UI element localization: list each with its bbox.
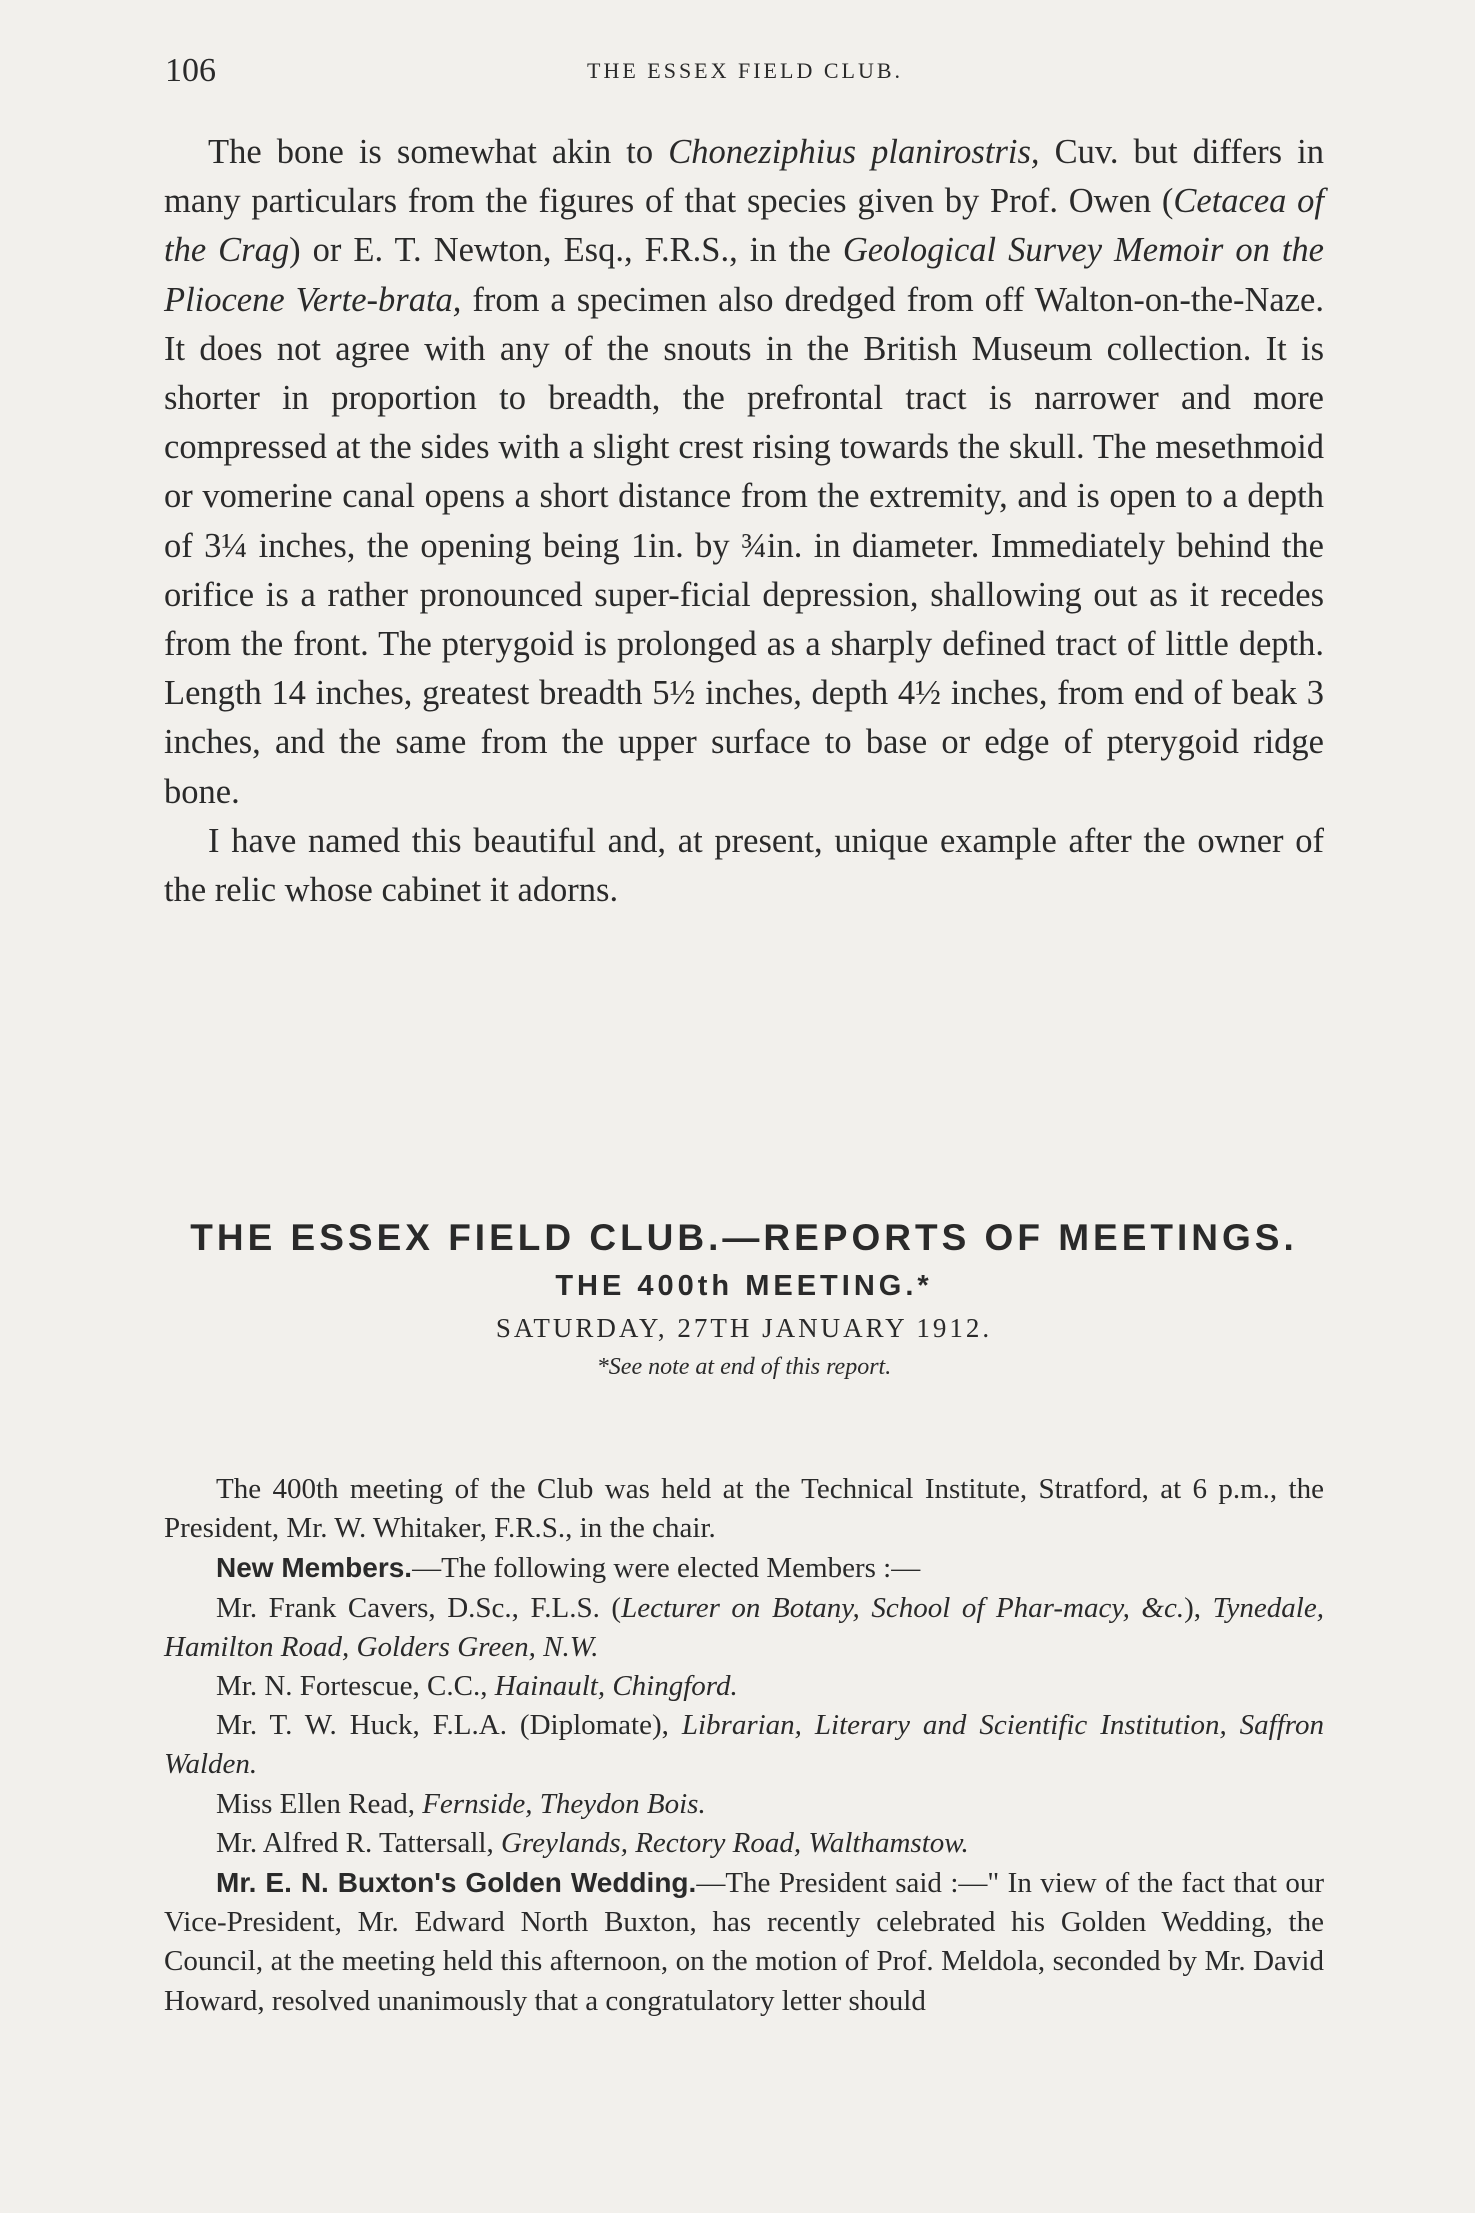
member-entry — [164, 1824, 1324, 1863]
new-members-text: —The following were elected Members :— — [412, 1552, 921, 1585]
italic-text: Librarian, Literary and Scientific Institution, Saffron Walden. — [164, 1709, 1324, 1781]
body-paragraph — [164, 817, 1324, 915]
text-run: The bone is somewhat akin to — [208, 133, 669, 171]
italic-text: Choneziphius planirostris, — [668, 133, 1040, 171]
main-text — [164, 128, 1324, 915]
page-number: 106 — [165, 52, 216, 89]
golden-wedding-text: —The President said :—" In view of the fact that our Vice-President, Mr. Edward North Buxton, has recently celebrated his Golden Wedding, the Council, at the meeting held this afternoon, on the motion of Prof. Meldola, seconded by Mr. David Howard, resolved unanimously that a congratulatory letter should — [164, 1867, 1325, 2017]
footnote-reference: *See note at end of this report. — [596, 1354, 892, 1380]
meeting-date: SATURDAY, 27TH JANUARY 1912. — [495, 1313, 993, 1343]
italic-text: Tynedale, Hamilton Road, Golders Green, N.W. — [164, 1591, 1324, 1663]
text-run: Miss Ellen Read, — [216, 1787, 423, 1820]
golden-wedding-paragraph — [164, 1863, 1324, 2021]
report-intro: The 400th meeting of the Club was held at the Technical Institute, Stratford, at 6 p.m., the President, Mr. W. Whitaker, F.R.S., in the chair. — [164, 1473, 1324, 1545]
golden-wedding-heading: Mr. E. N. Buxton's Golden Wedding. — [216, 1867, 697, 1899]
new-members-paragraph — [164, 1548, 1324, 1588]
report-text — [164, 1470, 1324, 2021]
italic-text: Greylands, Rectory Road, Walthamstow. — [500, 1826, 969, 1859]
member-entry — [164, 1706, 1324, 1784]
italic-text: Cetacea of the Crag — [164, 182, 1324, 270]
text-run: Mr. Alfred R. Tattersall, — [216, 1826, 501, 1859]
italic-text: Fernside, Theydon Bois. — [422, 1787, 706, 1820]
italic-text: Lecturer on Botany, School of Phar-macy, &c. — [621, 1591, 1185, 1624]
text-run: Cuv. but differs in many particulars from the figures of that species given by Prof. Owen ( — [164, 133, 1324, 221]
member-entry — [164, 1785, 1324, 1824]
text-run: Mr. T. W. Huck, F.L.A. (Diplomate), — [216, 1709, 682, 1742]
new-members-heading: New Members. — [216, 1552, 413, 1584]
body-paragraph — [164, 128, 1324, 817]
text-run: Mr. Frank Cavers, D.Sc., F.L.S. ( — [216, 1591, 622, 1624]
italic-text: Geological Survey Memoir on the Pliocene Verte-brata, — [164, 231, 1324, 319]
italic-text: Hainault, Chingford. — [494, 1670, 738, 1703]
member-entry — [164, 1589, 1324, 1667]
members-list — [164, 1589, 1324, 1863]
text-run: Mr. N. Fortescue, C.C., — [216, 1670, 495, 1703]
member-entry — [164, 1667, 1324, 1706]
text-run: ), — [1184, 1591, 1213, 1624]
text-run: from a specimen also dredged from off Walton-on-the-Naze. It does not agree with any of the snouts in the British Museum collection. It is shorter in proportion to breadth, the prefrontal tract is narrower and more compressed at the sides with a slight crest rising towards the skull. The mesethmoid or vomerine canal opens a short distance from the extremity, and is open to a depth of 3¼ inches, the opening being 1in. by ¾in. in diameter. Immediately behind the orifice is a rather pronounced super-ficial depression, shallowing out as it recedes from the front. The pterygoid is prolonged as a sharply defined tract of little depth. Length 14 inches, greatest breadth 5½ inches, depth 4½ inches, from end of beak 3 inches, and the same from the upper surface to base or edge of pterygoid ridge bone. — [164, 280, 1324, 811]
meeting-title: THE 400th MEETING.* — [555, 1270, 933, 1302]
running-head: THE ESSEX FIELD CLUB. — [587, 58, 903, 83]
text-run: ) or E. T. Newton, Esq., F.R.S., in the — [289, 231, 843, 270]
section-heading-block — [164, 1212, 1324, 1381]
section-title: THE ESSEX FIELD CLUB.—REPORTS OF MEETINGS. — [190, 1217, 1298, 1258]
page-header — [165, 52, 1325, 102]
text-run: I have named this beautiful and, at present, unique example after the owner of the relic whose cabinet it adorns. — [164, 821, 1324, 910]
